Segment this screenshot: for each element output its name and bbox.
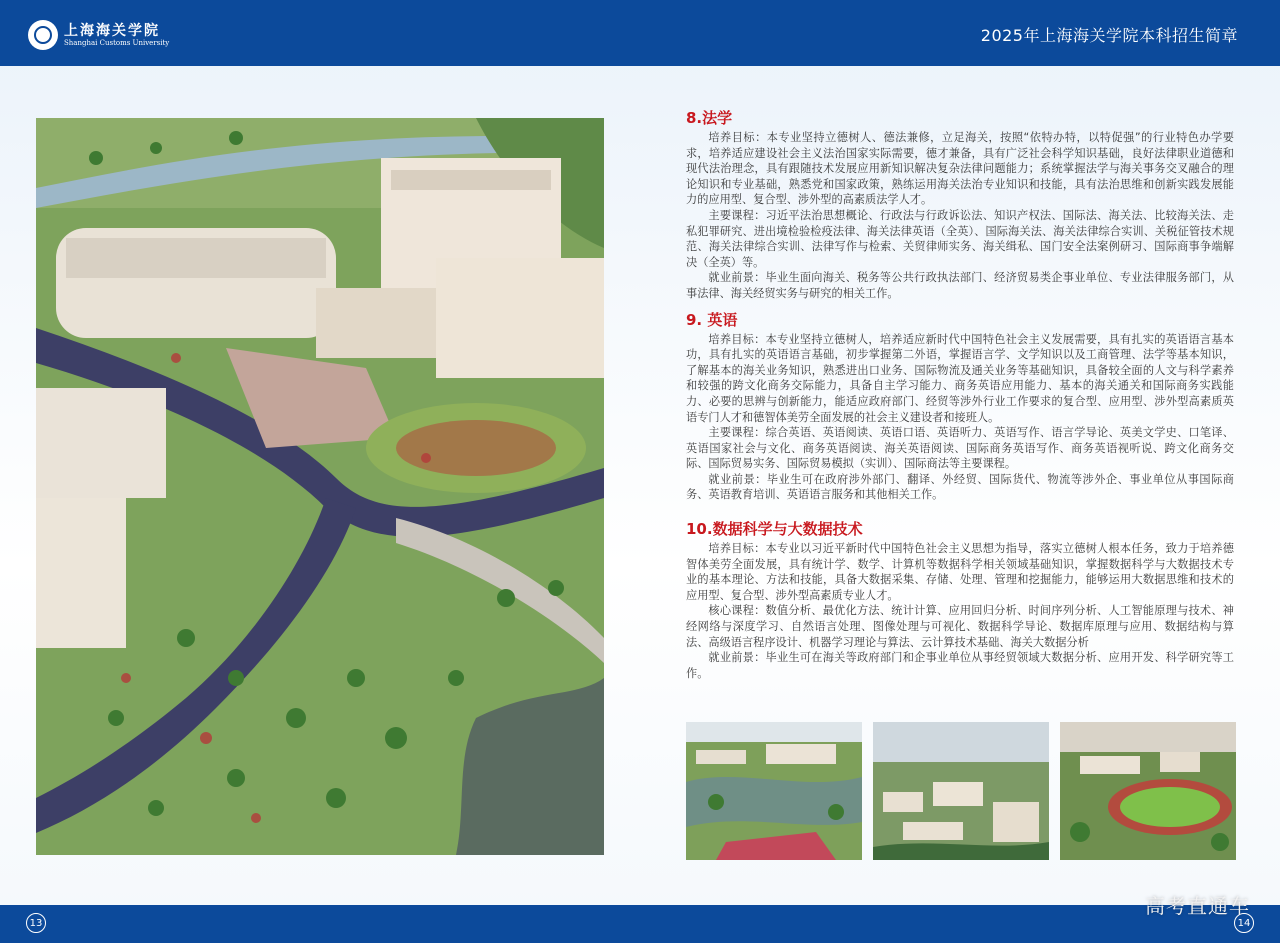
law-goal: 培养目标：本专业坚持立德树人、德法兼修，立足海关，按照“依特办特，以特促强”的行业特色办学要求，培养适应建设社会主义法治国家实际需要，德才兼备，具有广泛社会科学知识基础，良好法律职业道德和现代法治理念，具有跟随技术发展应用新知识解决复杂法律问题能力；系统掌握法学与海关事务交叉融合的理论知识和专业基础，熟悉党和国家政策，熟练运用海关法治专业知识和技能，具有法治思维和创新实践发展能力的应用型、复合型、涉外型的高素质法学人才。 — [686, 131, 1234, 207]
data-science-courses: 核心课程：数值分析、最优化方法、统计计算、应用回归分析、时间序列分析、人工智能原理与技术、神经网络与深度学习、自然语言处理、图像处理与可视化、数据科学导论、数据库原理与应用、数据结构与算法、高级语言程序设计、机器学习理论与算法、云计算技术基础、海关大数据分析 — [686, 604, 1234, 649]
major-descriptions — [686, 108, 1234, 681]
footer-bar — [0, 905, 1280, 943]
english-courses: 主要课程：综合英语、英语阅读、英语口语、英语听力、英语写作、语言学导论、英美文学史、口笔译、英语国家社会与文化、商务英语阅读、海关英语阅读、国际商务英语写作、商务英语视听说、跨文化商务交际、国际贸易实务、国际贸易模拟（实训）、国际商法等主要课程。 — [686, 426, 1234, 471]
campus-photo-sports-field — [1060, 722, 1236, 860]
section-title-law: 8.法学 — [686, 109, 733, 127]
emblem-icon — [28, 20, 58, 50]
watermark-text: 高考直通车 — [1145, 894, 1250, 918]
header-bar — [0, 0, 1280, 66]
law-courses: 主要课程：习近平法治思想概论、行政法与行政诉讼法、知识产权法、国际法、海关法、比较海关法、走私犯罪研究、进出境检验检疫法律、海关法律英语（全英）、国际海关法、海关法律综合实训、关税征管技术规范、海关法律综合实训、法律写作与检索、关贸律师实务、海关缉私、国门安全法案例研习、国际商事争端解决（全英）等。 — [686, 208, 1234, 269]
section-title-english: 9. 英语 — [686, 310, 738, 329]
brochure-title: 2025年上海海关学院本科招生简章 — [980, 26, 1238, 45]
english-career: 就业前景：毕业生可在政府涉外部门、翻译、外经贸、国际货代、物流等涉外企、事业单位从事国际商务、英语教育培训、英语语言服务和其他相关工作。 — [686, 472, 1234, 502]
data-science-career: 就业前景：毕业生可在海关等政府部门和企事业单位从事经贸领域大数据分析、应用开发、科学研究等工作。 — [686, 651, 1234, 680]
english-goal: 培养目标：本专业坚持立德树人，培养适应新时代中国特色社会主义发展需要，具有扎实的英语语言基本功，具有扎实的英语语言基础，初步掌握第二外语，掌握语言学、文学知识以及工商管理、法学等基本知识，了解基本的海关业务知识，熟悉进出口业务、国际物流及通关业务等基础知识，具备较全面的人文与科学素养和较强的跨文化商务交际能力，具备自主学习能力、商务英语应用能力、基本的海关通关和国际商务实践能力、必要的思辨与创新能力，能适应政府部门、经贸等涉外行业工作要求的复合型、应用型、涉外型高素质英语专门人才和德智体美劳全面发展的社会主义建设者和接班人。 — [686, 332, 1234, 424]
logo-chinese-name: 上海海关学院 — [64, 22, 160, 39]
university-logo — [28, 20, 169, 50]
page-number-left: 13 — [26, 913, 46, 933]
page-number-right: 14 — [1234, 913, 1254, 933]
campus-photo-lake — [686, 722, 862, 860]
campus-aerial-photo — [36, 118, 604, 855]
law-career: 就业前景：毕业生面向海关、税务等公共行政执法部门、经济贸易类企事业单位、专业法律服务部门，从事法律、海关经贸实务与研究的相关工作。 — [686, 271, 1234, 300]
section-title-data-science: 10.数据科学与大数据技术 — [686, 520, 863, 539]
data-science-goal: 培养目标：本专业以习近平新时代中国特色社会主义思想为指导，落实立德树人根本任务，致力于培养德智体美劳全面发展，具有统计学、数学、计算机等数据科学相关领域基础知识，掌握数据科学与大数据技术专业的基本理论、方法和技能，具备大数据采集、存储、处理、管理和挖掘能力，能够运用大数据思维和技术的应用型、复合型、涉外型高素质专业人才。 — [686, 542, 1234, 602]
logo-english-name: Shanghai Customs University — [64, 38, 170, 47]
campus-photo-buildings — [873, 722, 1049, 860]
